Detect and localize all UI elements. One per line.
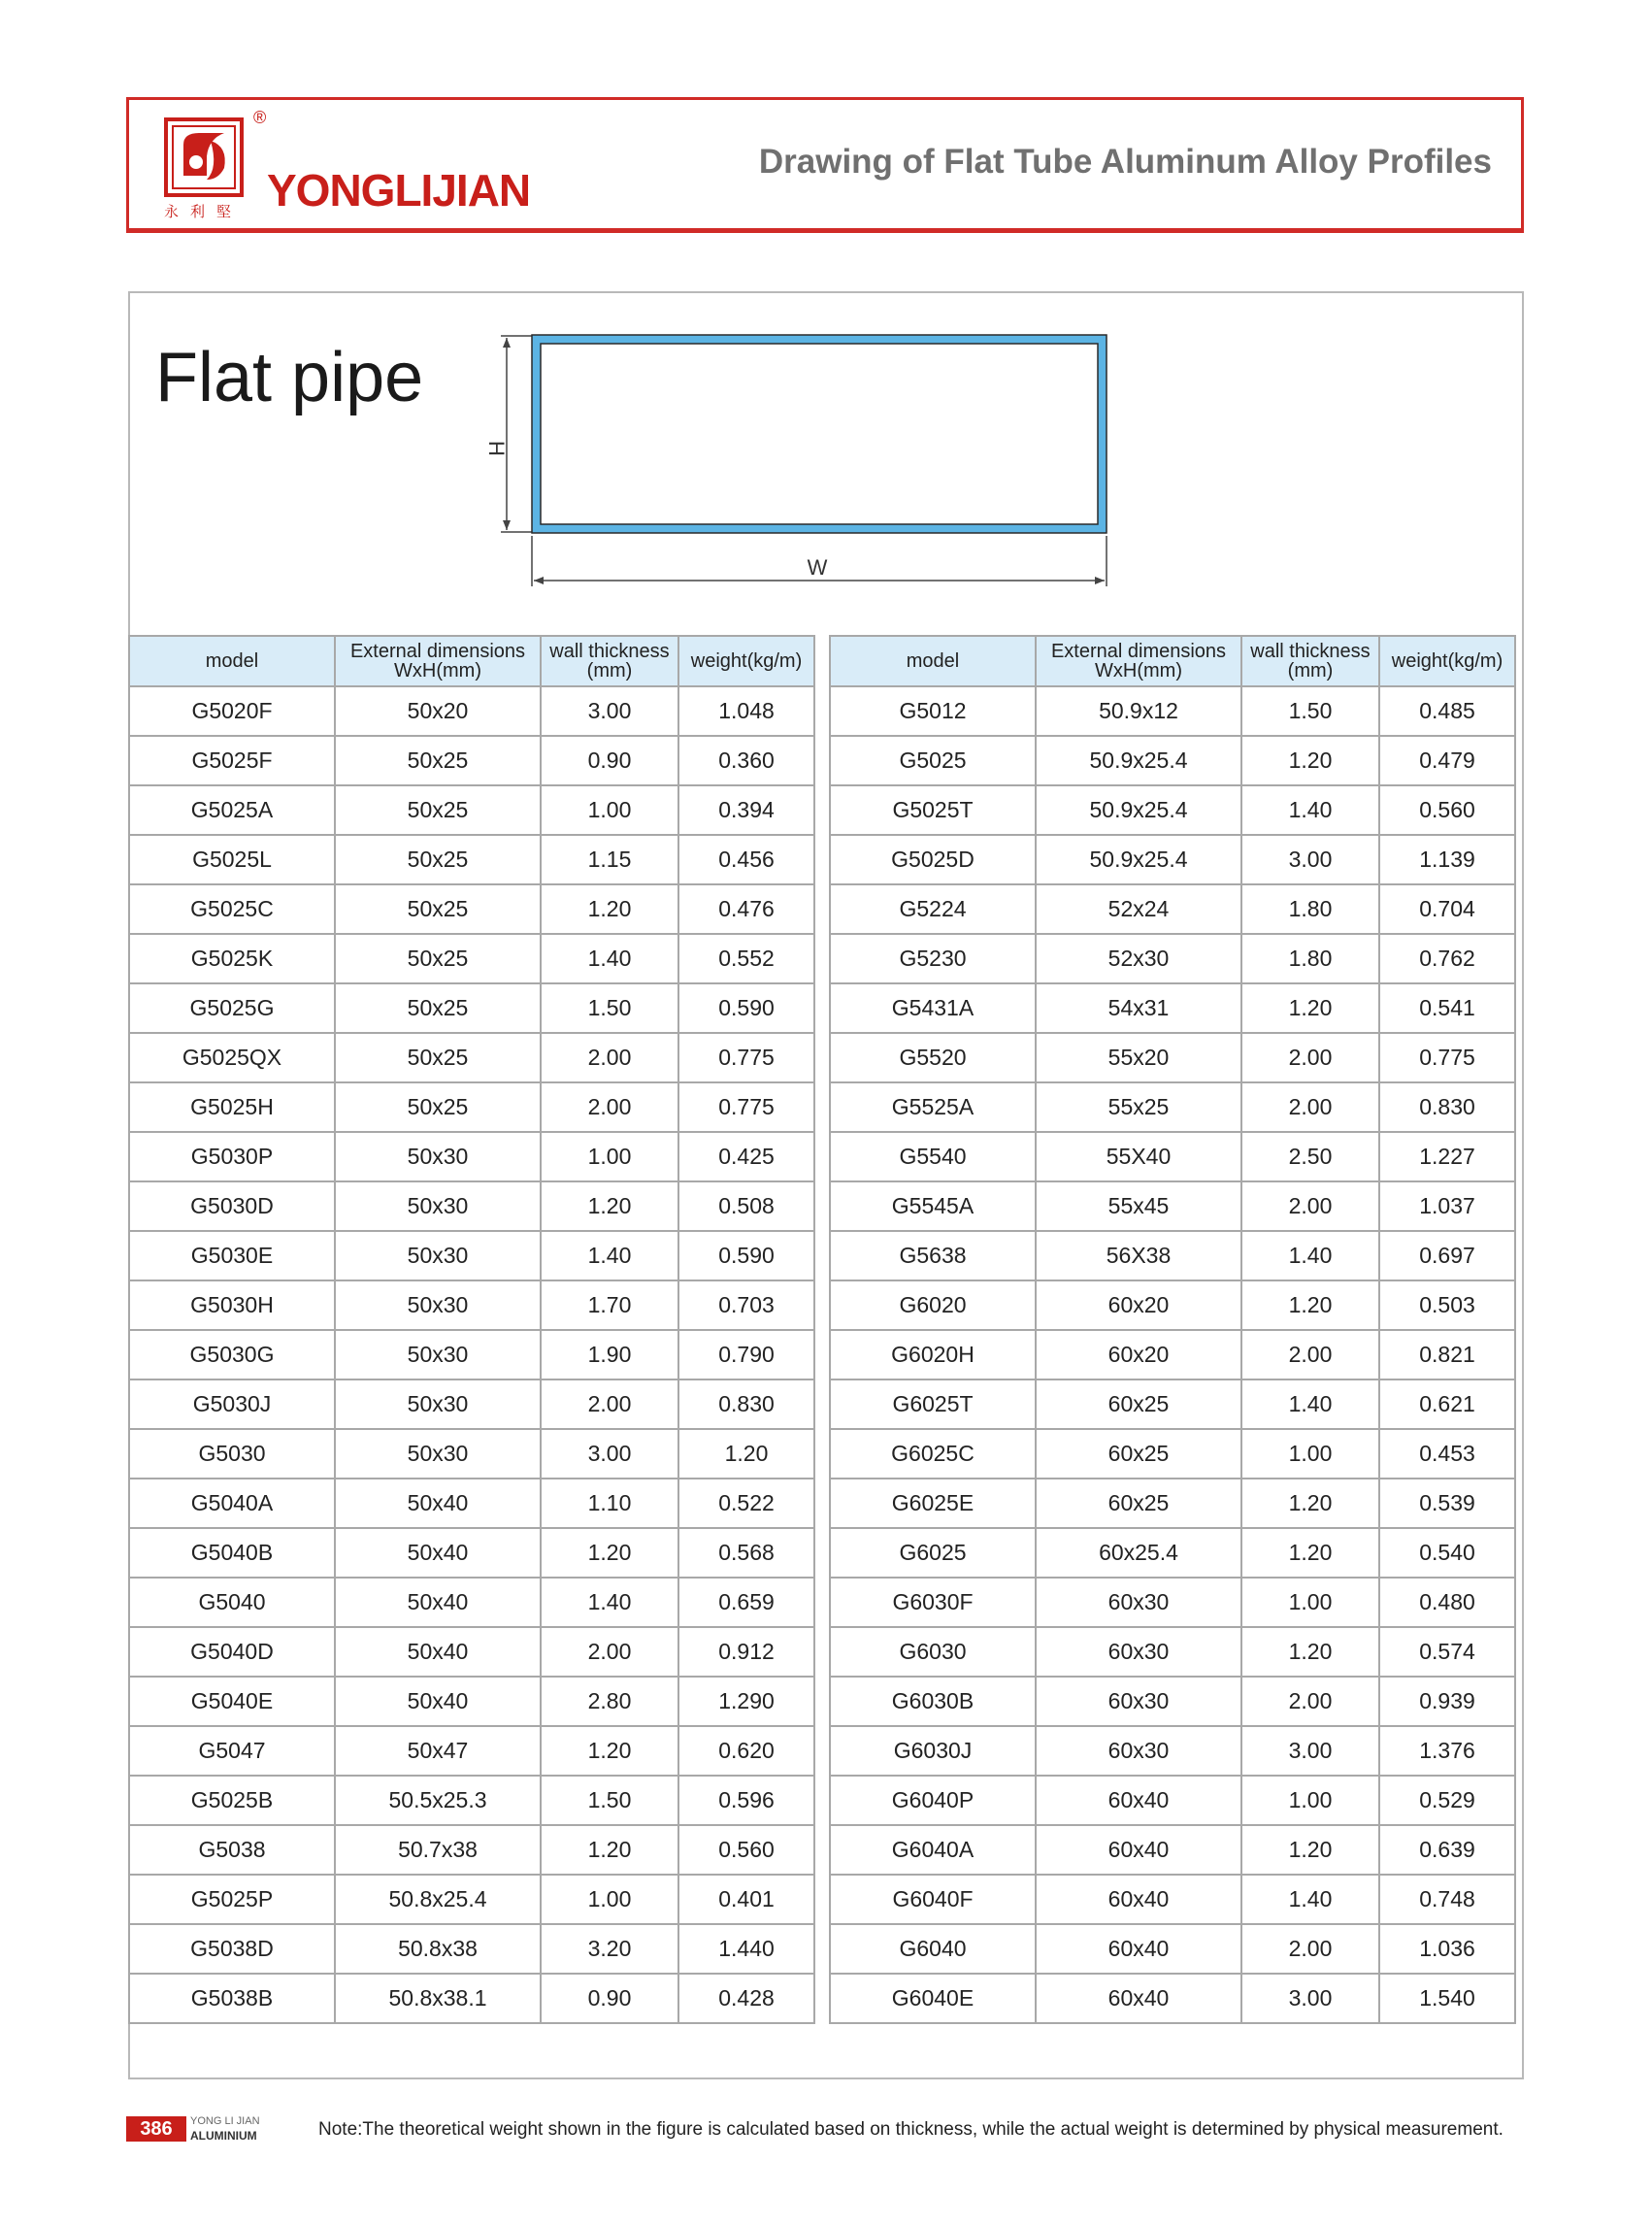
table-row <box>830 785 1515 835</box>
table-row <box>830 1429 1515 1479</box>
cell-dimensions: 50x20 <box>335 686 541 736</box>
cell-dimensions: 52x24 <box>1036 884 1241 934</box>
cell-dimensions: 50x30 <box>335 1429 541 1479</box>
cell-wall-thickness: 1.20 <box>1241 1280 1379 1330</box>
table-row <box>129 884 814 934</box>
cell-dimensions: 50.5x25.3 <box>335 1776 541 1825</box>
cell-wall-thickness: 1.20 <box>1241 1528 1379 1578</box>
cell-model: G5030G <box>129 1330 335 1379</box>
cell-weight: 0.703 <box>678 1280 814 1330</box>
cell-weight: 0.590 <box>678 1231 814 1280</box>
cell-dimensions: 60x40 <box>1036 1924 1241 1974</box>
table-row <box>129 934 814 983</box>
table-row <box>830 1033 1515 1082</box>
cell-wall-thickness: 2.00 <box>541 1082 678 1132</box>
cell-dimensions: 50x30 <box>335 1379 541 1429</box>
table-row <box>129 1379 814 1429</box>
cell-dimensions: 50.9x25.4 <box>1036 835 1241 884</box>
cell-wall-thickness: 2.00 <box>541 1627 678 1677</box>
registered-mark: ® <box>253 108 267 127</box>
cell-model: G5038B <box>129 1974 335 2023</box>
table-row <box>129 1825 814 1875</box>
header-weight: weight(kg/m) <box>1379 636 1515 686</box>
cell-wall-thickness: 2.00 <box>1241 1033 1379 1082</box>
cell-weight: 0.775 <box>678 1033 814 1082</box>
cell-dimensions: 60x20 <box>1036 1330 1241 1379</box>
cell-dimensions: 50x40 <box>335 1677 541 1726</box>
table-row <box>830 736 1515 785</box>
cell-weight: 0.540 <box>1379 1528 1515 1578</box>
footer-brand-sub: ALUMINIUM <box>190 2129 257 2143</box>
cell-model: G6030J <box>830 1726 1036 1776</box>
table-row <box>830 1528 1515 1578</box>
cell-weight: 1.139 <box>1379 835 1515 884</box>
cell-weight: 0.697 <box>1379 1231 1515 1280</box>
cell-wall-thickness: 1.00 <box>541 785 678 835</box>
cell-model: G5047 <box>129 1726 335 1776</box>
cell-weight: 0.453 <box>1379 1429 1515 1479</box>
yonglijian-logo-icon <box>164 117 244 197</box>
cell-dimensions: 60x30 <box>1036 1726 1241 1776</box>
cell-model: G6040 <box>830 1924 1036 1974</box>
table-row <box>830 1974 1515 2023</box>
table-row <box>830 1677 1515 1726</box>
cell-model: G6025T <box>830 1379 1036 1429</box>
cell-dimensions: 50x30 <box>335 1330 541 1379</box>
cell-model: G6040P <box>830 1776 1036 1825</box>
table-row <box>129 1776 814 1825</box>
cell-weight: 1.376 <box>1379 1726 1515 1776</box>
cell-wall-thickness: 1.00 <box>1241 1578 1379 1627</box>
cell-model: G6020H <box>830 1330 1036 1379</box>
cell-weight: 0.522 <box>678 1479 814 1528</box>
cell-model: G5025K <box>129 934 335 983</box>
cell-weight: 0.456 <box>678 835 814 884</box>
cell-dimensions: 50.8x38 <box>335 1924 541 1974</box>
cell-model: G6040E <box>830 1974 1036 2023</box>
profile-table-right <box>829 635 1516 2024</box>
cell-weight: 0.560 <box>1379 785 1515 835</box>
cell-model: G5030J <box>129 1379 335 1429</box>
cell-weight: 0.775 <box>678 1082 814 1132</box>
cell-weight: 0.541 <box>1379 983 1515 1033</box>
table-row <box>830 835 1515 884</box>
cell-dimensions: 50.9x25.4 <box>1036 736 1241 785</box>
cell-weight: 1.20 <box>678 1429 814 1479</box>
table-row <box>830 1627 1515 1677</box>
cell-model: G5224 <box>830 884 1036 934</box>
cell-wall-thickness: 1.50 <box>1241 686 1379 736</box>
cell-wall-thickness: 2.00 <box>1241 1924 1379 1974</box>
cell-model: G5040 <box>129 1578 335 1627</box>
cell-weight: 0.529 <box>1379 1776 1515 1825</box>
cell-weight: 1.540 <box>1379 1974 1515 2023</box>
cell-weight: 0.574 <box>1379 1627 1515 1677</box>
table-row <box>129 1528 814 1578</box>
cell-dimensions: 50x40 <box>335 1528 541 1578</box>
cell-weight: 0.620 <box>678 1726 814 1776</box>
cell-dimensions: 50.8x38.1 <box>335 1974 541 2023</box>
cell-dimensions: 60x25 <box>1036 1479 1241 1528</box>
cell-model: G6030 <box>830 1627 1036 1677</box>
cell-weight: 0.401 <box>678 1875 814 1924</box>
footer-note: Note:The theoretical weight shown in the figure is calculated based on thickness, while the actual weight is determined by physical measurement. <box>318 2119 1503 2140</box>
cell-wall-thickness: 1.20 <box>1241 1479 1379 1528</box>
cell-dimensions: 55x45 <box>1036 1181 1241 1231</box>
table-row <box>129 1479 814 1528</box>
cell-wall-thickness: 1.40 <box>541 1231 678 1280</box>
cell-model: G6020 <box>830 1280 1036 1330</box>
table-row <box>129 1677 814 1726</box>
cell-dimensions: 55X40 <box>1036 1132 1241 1181</box>
table-row <box>830 1875 1515 1924</box>
table-row <box>830 1726 1515 1776</box>
cell-wall-thickness: 1.80 <box>1241 934 1379 983</box>
header-external-dimensions: External dimensions WxH(mm) <box>1036 636 1241 686</box>
cell-dimensions: 50x40 <box>335 1627 541 1677</box>
cell-model: G5040A <box>129 1479 335 1528</box>
profile-table-left <box>128 635 815 2024</box>
cell-model: G5025L <box>129 835 335 884</box>
cell-dimensions: 50x25 <box>335 1033 541 1082</box>
cell-weight: 1.227 <box>1379 1132 1515 1181</box>
cell-dimensions: 50x25 <box>335 736 541 785</box>
table-row <box>129 1924 814 1974</box>
cell-weight: 0.939 <box>1379 1677 1515 1726</box>
cell-dimensions: 50x25 <box>335 835 541 884</box>
table-row <box>129 983 814 1033</box>
cell-weight: 0.912 <box>678 1627 814 1677</box>
cell-wall-thickness: 1.20 <box>541 1726 678 1776</box>
cell-dimensions: 50x40 <box>335 1479 541 1528</box>
cell-dimensions: 60x40 <box>1036 1875 1241 1924</box>
height-label: H <box>484 441 509 456</box>
cell-wall-thickness: 1.40 <box>1241 1231 1379 1280</box>
cell-model: G5030D <box>129 1181 335 1231</box>
cell-wall-thickness: 1.80 <box>1241 884 1379 934</box>
cell-dimensions: 50.8x25.4 <box>335 1875 541 1924</box>
cell-weight: 0.476 <box>678 884 814 934</box>
cell-model: G5040D <box>129 1627 335 1677</box>
cell-model: G5025B <box>129 1776 335 1825</box>
cell-wall-thickness: 1.20 <box>541 1825 678 1875</box>
cell-model: G5030P <box>129 1132 335 1181</box>
table-row <box>129 1875 814 1924</box>
cell-weight: 0.830 <box>1379 1082 1515 1132</box>
cell-dimensions: 60x25 <box>1036 1379 1241 1429</box>
cell-wall-thickness: 2.00 <box>541 1379 678 1429</box>
width-label: W <box>807 555 828 580</box>
cell-dimensions: 50x25 <box>335 884 541 934</box>
cell-wall-thickness: 2.00 <box>541 1033 678 1082</box>
table-header-row <box>129 636 814 686</box>
cell-wall-thickness: 3.00 <box>541 686 678 736</box>
cell-dimensions: 55x20 <box>1036 1033 1241 1082</box>
table-row <box>830 1280 1515 1330</box>
cell-wall-thickness: 2.00 <box>1241 1330 1379 1379</box>
cell-wall-thickness: 1.40 <box>1241 785 1379 835</box>
cell-weight: 0.552 <box>678 934 814 983</box>
header-model: model <box>830 636 1036 686</box>
cell-dimensions: 60x20 <box>1036 1280 1241 1330</box>
header-wall-thickness: wall thickness (mm) <box>541 636 678 686</box>
cell-wall-thickness: 2.00 <box>1241 1181 1379 1231</box>
cell-model: G5030E <box>129 1231 335 1280</box>
table-row <box>129 1726 814 1776</box>
cell-dimensions: 60x25 <box>1036 1429 1241 1479</box>
table-row <box>129 1330 814 1379</box>
header-model: model <box>129 636 335 686</box>
page-number: 386 <box>126 2116 186 2142</box>
cell-model: G5545A <box>830 1181 1036 1231</box>
brand-name: YONGLIJIAN <box>267 165 531 216</box>
cell-wall-thickness: 1.70 <box>541 1280 678 1330</box>
cell-wall-thickness: 1.00 <box>1241 1776 1379 1825</box>
table-row <box>129 1974 814 2023</box>
cell-weight: 0.748 <box>1379 1875 1515 1924</box>
cell-wall-thickness: 1.20 <box>541 1528 678 1578</box>
table-row <box>129 1578 814 1627</box>
cell-dimensions: 60x40 <box>1036 1825 1241 1875</box>
cell-model: G5520 <box>830 1033 1036 1082</box>
cell-wall-thickness: 0.90 <box>541 1974 678 2023</box>
cell-wall-thickness: 2.00 <box>1241 1677 1379 1726</box>
cell-wall-thickness: 2.80 <box>541 1677 678 1726</box>
table-row <box>830 1479 1515 1528</box>
cell-dimensions: 50.7x38 <box>335 1825 541 1875</box>
cell-weight: 0.485 <box>1379 686 1515 736</box>
cell-wall-thickness: 1.20 <box>1241 1627 1379 1677</box>
header-external-dimensions: External dimensions WxH(mm) <box>335 636 541 686</box>
cell-weight: 0.659 <box>678 1578 814 1627</box>
table-row <box>129 835 814 884</box>
cell-model: G5025T <box>830 785 1036 835</box>
cell-dimensions: 50x30 <box>335 1181 541 1231</box>
cell-model: G5025G <box>129 983 335 1033</box>
cell-wall-thickness: 1.10 <box>541 1479 678 1528</box>
table-row <box>830 1825 1515 1875</box>
cell-model: G5038 <box>129 1825 335 1875</box>
cell-dimensions: 60x30 <box>1036 1677 1241 1726</box>
header-weight: weight(kg/m) <box>678 636 814 686</box>
footer-brand: YONG LI JIAN <box>190 2115 260 2127</box>
table-row <box>129 686 814 736</box>
cell-wall-thickness: 1.40 <box>541 1578 678 1627</box>
cell-model: G5020F <box>129 686 335 736</box>
table-row <box>830 1776 1515 1825</box>
cell-dimensions: 50x25 <box>335 934 541 983</box>
cell-dimensions: 50x25 <box>335 983 541 1033</box>
cell-dimensions: 50x25 <box>335 785 541 835</box>
table-row <box>830 1924 1515 1974</box>
cell-wall-thickness: 1.50 <box>541 1776 678 1825</box>
cell-wall-thickness: 1.90 <box>541 1330 678 1379</box>
cell-dimensions: 55x25 <box>1036 1082 1241 1132</box>
cell-model: G5025 <box>830 736 1036 785</box>
cell-dimensions: 60x30 <box>1036 1578 1241 1627</box>
cell-weight: 0.479 <box>1379 736 1515 785</box>
cell-weight: 0.508 <box>678 1181 814 1231</box>
cell-wall-thickness: 3.00 <box>1241 1726 1379 1776</box>
table-row <box>129 1033 814 1082</box>
cell-wall-thickness: 3.00 <box>541 1429 678 1479</box>
cell-wall-thickness: 1.00 <box>1241 1429 1379 1479</box>
cell-weight: 0.428 <box>678 1974 814 2023</box>
cell-weight: 1.036 <box>1379 1924 1515 1974</box>
cell-weight: 0.360 <box>678 736 814 785</box>
table-row <box>129 785 814 835</box>
cell-dimensions: 54x31 <box>1036 983 1241 1033</box>
cell-weight: 0.568 <box>678 1528 814 1578</box>
cell-wall-thickness: 3.20 <box>541 1924 678 1974</box>
cell-weight: 1.440 <box>678 1924 814 1974</box>
table-row <box>830 1379 1515 1429</box>
brand-chinese-name: 永利堅 <box>164 203 244 220</box>
cell-model: G5638 <box>830 1231 1036 1280</box>
cell-weight: 0.394 <box>678 785 814 835</box>
cell-weight: 0.560 <box>678 1825 814 1875</box>
cell-weight: 0.503 <box>1379 1280 1515 1330</box>
table-header-row <box>830 636 1515 686</box>
cell-weight: 0.821 <box>1379 1330 1515 1379</box>
document-title: Drawing of Flat Tube Aluminum Alloy Profiles <box>758 143 1492 181</box>
table-row <box>830 1578 1515 1627</box>
cell-dimensions: 52x30 <box>1036 934 1241 983</box>
cell-model: G5030 <box>129 1429 335 1479</box>
cell-weight: 0.590 <box>678 983 814 1033</box>
cell-weight: 0.762 <box>1379 934 1515 983</box>
cell-model: G6025C <box>830 1429 1036 1479</box>
cell-weight: 0.539 <box>1379 1479 1515 1528</box>
cell-weight: 1.290 <box>678 1677 814 1726</box>
table-row <box>129 1132 814 1181</box>
cell-model: G6030F <box>830 1578 1036 1627</box>
cell-model: G6030B <box>830 1677 1036 1726</box>
cell-model: G5525A <box>830 1082 1036 1132</box>
cell-wall-thickness: 1.20 <box>1241 1825 1379 1875</box>
cell-weight: 0.480 <box>1379 1578 1515 1627</box>
cell-dimensions: 50.9x25.4 <box>1036 785 1241 835</box>
cell-wall-thickness: 0.90 <box>541 736 678 785</box>
cell-dimensions: 50x25 <box>335 1082 541 1132</box>
table-row <box>129 1627 814 1677</box>
cell-weight: 1.048 <box>678 686 814 736</box>
cell-dimensions: 56X38 <box>1036 1231 1241 1280</box>
page-header <box>126 97 1524 233</box>
cell-dimensions: 50x40 <box>335 1578 541 1627</box>
cell-dimensions: 60x30 <box>1036 1627 1241 1677</box>
cell-dimensions: 50x47 <box>335 1726 541 1776</box>
table-row <box>830 1330 1515 1379</box>
cell-wall-thickness: 1.40 <box>1241 1379 1379 1429</box>
cell-model: G5012 <box>830 686 1036 736</box>
cell-weight: 0.621 <box>1379 1379 1515 1429</box>
cell-wall-thickness: 1.40 <box>541 934 678 983</box>
table-row <box>830 983 1515 1033</box>
cell-wall-thickness: 1.20 <box>1241 736 1379 785</box>
cell-wall-thickness: 1.20 <box>541 1181 678 1231</box>
cell-dimensions: 60x40 <box>1036 1974 1241 2023</box>
content-panel <box>128 291 1524 2079</box>
header-wall-thickness: wall thickness (mm) <box>1241 636 1379 686</box>
cell-weight: 0.639 <box>1379 1825 1515 1875</box>
cell-dimensions: 50x30 <box>335 1280 541 1330</box>
table-row <box>830 1082 1515 1132</box>
cell-dimensions: 50x30 <box>335 1132 541 1181</box>
cell-model: G5431A <box>830 983 1036 1033</box>
pipe-inner-wall <box>541 344 1098 524</box>
cell-model: G5230 <box>830 934 1036 983</box>
table-row <box>129 1082 814 1132</box>
cell-wall-thickness: 1.40 <box>1241 1875 1379 1924</box>
cell-model: G5038D <box>129 1924 335 1974</box>
table-row <box>830 686 1515 736</box>
table-row <box>830 1181 1515 1231</box>
cell-model: G5025QX <box>129 1033 335 1082</box>
cell-model: G5025H <box>129 1082 335 1132</box>
cell-model: G6040F <box>830 1875 1036 1924</box>
cell-wall-thickness: 1.00 <box>541 1875 678 1924</box>
cell-model: G5025F <box>129 736 335 785</box>
cell-weight: 0.790 <box>678 1330 814 1379</box>
cell-wall-thickness: 1.50 <box>541 983 678 1033</box>
cell-weight: 0.830 <box>678 1379 814 1429</box>
cell-model: G5030H <box>129 1280 335 1330</box>
table-row <box>129 1181 814 1231</box>
cell-wall-thickness: 2.00 <box>1241 1082 1379 1132</box>
cell-wall-thickness: 1.20 <box>541 884 678 934</box>
cell-weight: 0.775 <box>1379 1033 1515 1082</box>
cell-model: G5025D <box>830 835 1036 884</box>
table-row <box>129 736 814 785</box>
cell-weight: 1.037 <box>1379 1181 1515 1231</box>
table-row <box>830 934 1515 983</box>
cell-model: G5025P <box>129 1875 335 1924</box>
cell-wall-thickness: 1.15 <box>541 835 678 884</box>
cell-dimensions: 60x40 <box>1036 1776 1241 1825</box>
cell-wall-thickness: 3.00 <box>1241 835 1379 884</box>
table-row <box>129 1280 814 1330</box>
cell-model: G5025A <box>129 785 335 835</box>
cell-wall-thickness: 3.00 <box>1241 1974 1379 2023</box>
cell-model: G6025E <box>830 1479 1036 1528</box>
cell-model: G5025C <box>129 884 335 934</box>
cell-wall-thickness: 1.20 <box>1241 983 1379 1033</box>
cell-wall-thickness: 2.50 <box>1241 1132 1379 1181</box>
cell-model: G6025 <box>830 1528 1036 1578</box>
cell-weight: 0.425 <box>678 1132 814 1181</box>
flat-pipe-diagram <box>484 332 1167 614</box>
cell-dimensions: 60x25.4 <box>1036 1528 1241 1578</box>
cell-dimensions: 50.9x12 <box>1036 686 1241 736</box>
cell-weight: 0.704 <box>1379 884 1515 934</box>
section-title: Flat pipe <box>155 339 424 416</box>
table-row <box>830 884 1515 934</box>
cell-weight: 0.596 <box>678 1776 814 1825</box>
cell-model: G5040B <box>129 1528 335 1578</box>
table-row <box>129 1231 814 1280</box>
table-row <box>830 1231 1515 1280</box>
cell-wall-thickness: 1.00 <box>541 1132 678 1181</box>
cell-model: G5540 <box>830 1132 1036 1181</box>
table-row <box>830 1132 1515 1181</box>
cell-dimensions: 50x30 <box>335 1231 541 1280</box>
cell-model: G6040A <box>830 1825 1036 1875</box>
table-row <box>129 1429 814 1479</box>
cell-model: G5040E <box>129 1677 335 1726</box>
